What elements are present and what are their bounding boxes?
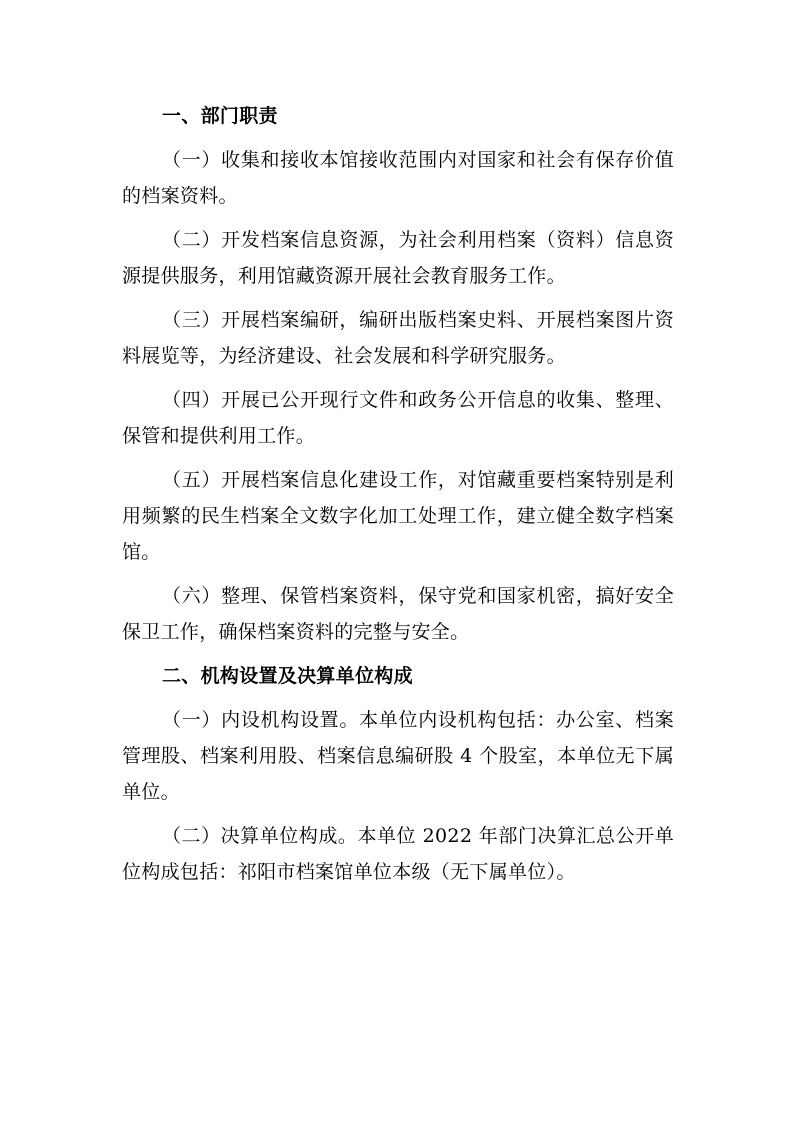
duty-paragraph-1: （一）收集和接收本馆接收范围内对国家和社会有保存价值的档案资料。	[122, 149, 674, 207]
duty-paragraph-3: （三）开展档案编研，编研出版档案史料、开展档案图片资料展览等，为经济建设、社会发展和科学研究服务。	[122, 309, 674, 367]
duty-paragraph-6: （六）整理、保管档案资料，保守党和国家机密，搞好安全保卫工作，确保档案资料的完整与安全。	[122, 585, 674, 643]
duty-paragraph-2: （二）开发档案信息资源，为社会利用档案（资料）信息资源提供服务，利用馆藏资源开展社会教育服务工作。	[122, 229, 674, 287]
organization-paragraph-1: （一）内设机构设置。本单位内设机构包括：办公室、档案管理股、档案利用股、档案信息编研股 4 个股室，本单位无下属单位。	[122, 709, 674, 803]
section-heading-department-duties: 一、部门职责	[162, 105, 278, 127]
organization-paragraph-2: （二）决算单位构成。本单位 2022 年部门决算汇总公开单位构成包括：祁阳市档案馆单位本级（无下属单位）。	[122, 825, 674, 883]
document-body	[122, 98, 674, 898]
duty-paragraph-5: （五）开展档案信息化建设工作，对馆藏重要档案特别是利用频繁的民生档案全文数字化加工处理工作，建立健全数字档案馆。	[122, 469, 674, 563]
section-heading-organization: 二、机构设置及决算单位构成	[162, 665, 413, 687]
duty-paragraph-4: （四）开展已公开现行文件和政务公开信息的收集、整理、保管和提供利用工作。	[122, 389, 674, 447]
